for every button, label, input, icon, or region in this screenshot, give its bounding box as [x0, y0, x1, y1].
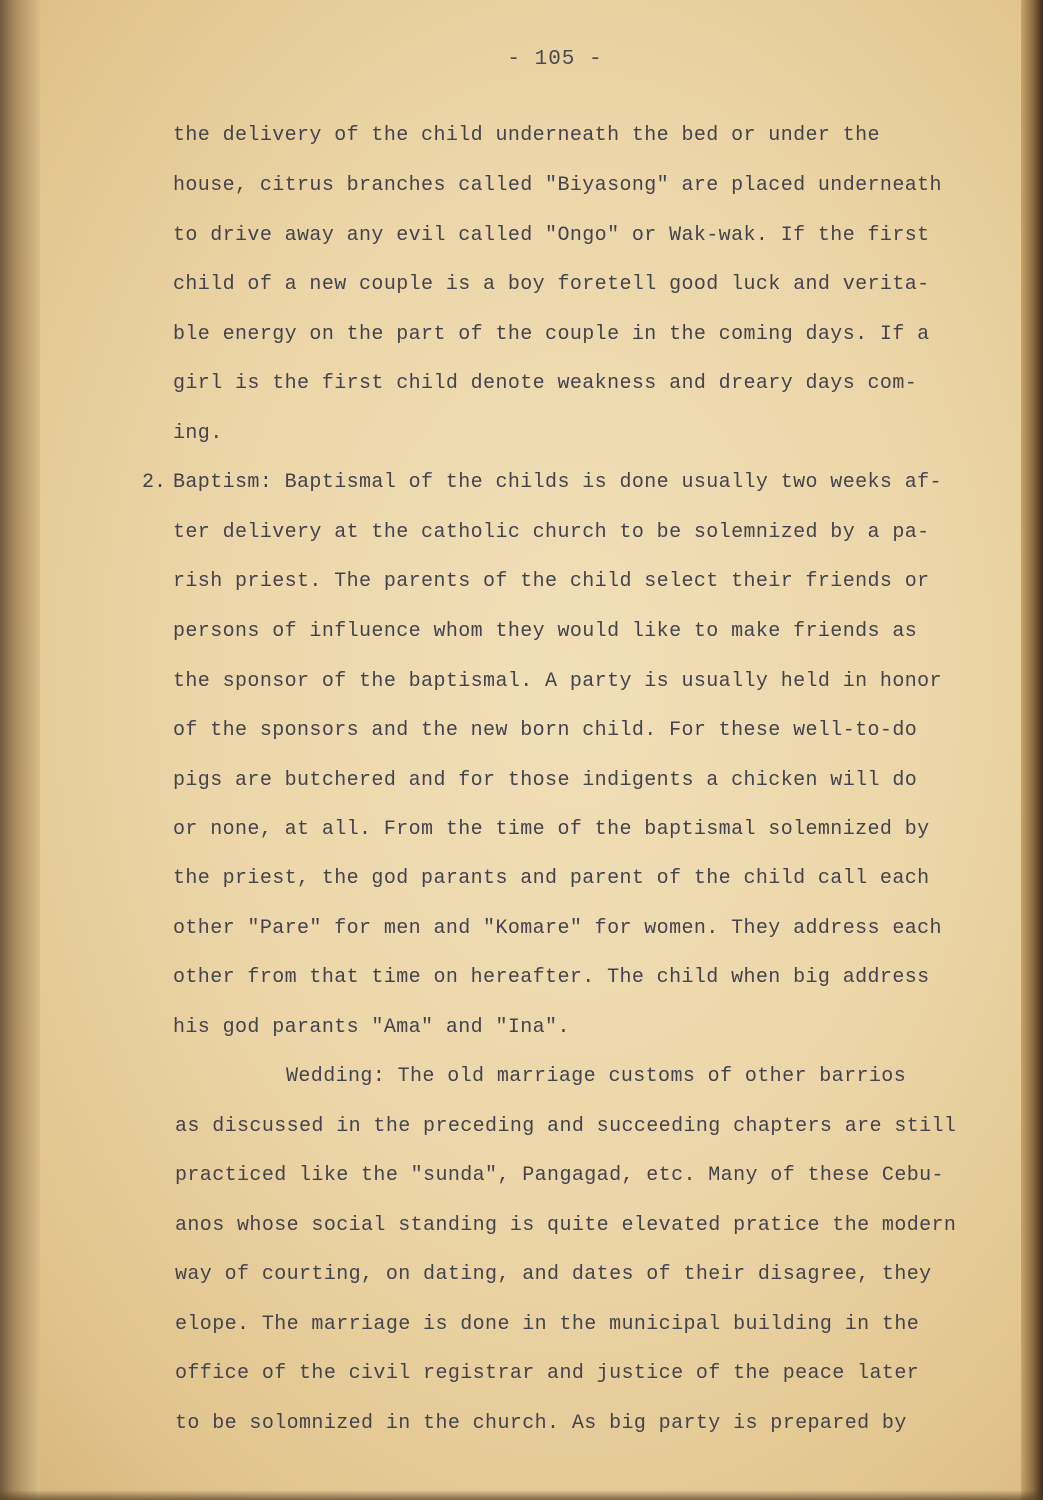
text-line: girl is the first child denote weakness and dreary days com-: [173, 372, 918, 395]
text-line: other "Pare" for men and "Komare" for women. They address each: [173, 917, 942, 940]
text-line: his god parants "Ama" and "Ina".: [173, 1016, 570, 1039]
text-line: way of courting, on dating, and dates of their disagree, they: [175, 1263, 932, 1286]
binding-edge: [0, 0, 40, 1500]
text-line: as discussed in the preceding and succeeding chapters are still: [175, 1115, 957, 1138]
text-line: the delivery of the child underneath the bed or under the: [173, 124, 880, 147]
text-line: persons of influence whom they would like to make friends as: [173, 620, 918, 643]
text-line: to be solomnized in the church. As big party is prepared by: [175, 1412, 907, 1435]
text-line: ing.: [173, 422, 223, 445]
text-line: or none, at all. From the time of the baptismal solemnized by: [173, 818, 930, 841]
text-line: anos whose social standing is quite elevated pratice the modern: [175, 1214, 957, 1237]
text-line: pigs are butchered and for those indigents a chicken will do: [173, 769, 918, 792]
text-line: child of a new couple is a boy foretell good luck and verita-: [173, 273, 930, 296]
text-line: the priest, the god parants and parent of the child call each: [173, 867, 930, 890]
text-line: Wedding: The old marriage customs of other barrios: [286, 1065, 907, 1088]
text-line: to drive away any evil called "Ongo" or Wak-wak. If the first: [173, 224, 930, 247]
page-number: - 105 -: [507, 48, 603, 71]
text-line: practiced like the "sunda", Pangagad, etc. Many of these Cebu-: [175, 1164, 944, 1187]
text-line: the sponsor of the baptismal. A party is usually held in honor: [173, 670, 942, 693]
page-edge-bottom: [0, 1490, 1043, 1500]
page-edge-right: [1021, 0, 1043, 1500]
text-line: other from that time on hereafter. The child when big address: [173, 966, 930, 989]
text-line: rish priest. The parents of the child select their friends or: [173, 570, 930, 593]
list-number: 2.: [142, 471, 167, 494]
text-line: Baptism: Baptismal of the childs is done usually two weeks af-: [173, 471, 942, 494]
text-line: office of the civil registrar and justice of the peace later: [175, 1362, 920, 1385]
text-line: of the sponsors and the new born child. For these well-to-do: [173, 719, 918, 742]
text-line: house, citrus branches called "Biyasong" are placed underneath: [173, 174, 942, 197]
text-line: ble energy on the part of the couple in the coming days. If a: [173, 323, 930, 346]
text-line: elope. The marriage is done in the municipal building in the: [175, 1313, 920, 1336]
text-line: ter delivery at the catholic church to be solemnized by a pa-: [173, 521, 930, 544]
